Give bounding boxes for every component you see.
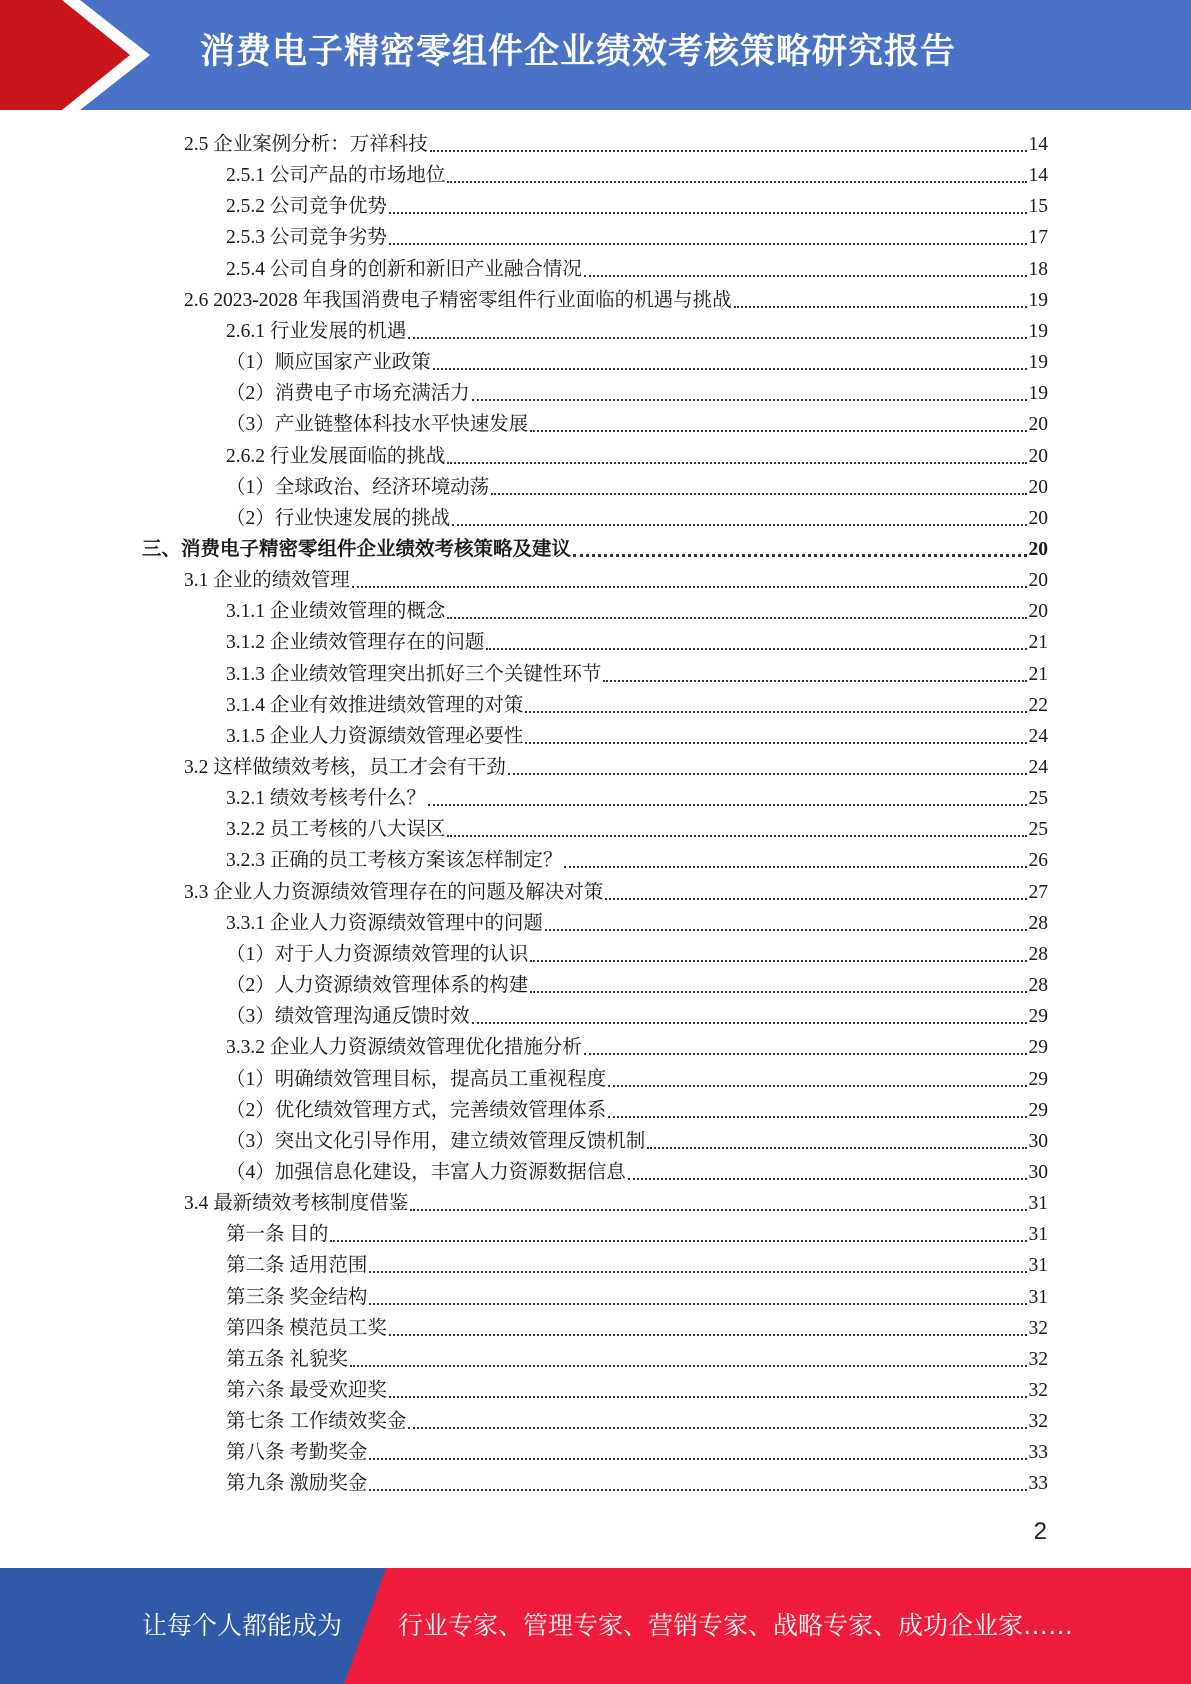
- toc-dot-leader: [350, 1365, 1027, 1367]
- toc-entry-page: 33: [1028, 1473, 1048, 1495]
- toc-entry-title: （1）顺应国家产业政策: [226, 352, 431, 374]
- header-red-arrow: [0, 0, 150, 110]
- toc-entry-page: 20: [1028, 445, 1048, 467]
- toc-dot-leader: [410, 1209, 1026, 1211]
- toc-entry-page: 31: [1028, 1286, 1048, 1308]
- toc-entry-title: 第五条 礼貌奖: [226, 1348, 348, 1370]
- toc-entry[interactable]: [184, 127, 1048, 158]
- page-header: [0, 0, 1191, 110]
- toc-entry-page: 14: [1028, 134, 1048, 155]
- footer-slogan-right: 行业专家、管理专家、营销专家、战略专家、成功企业家……: [398, 1611, 1074, 1640]
- toc-entry-title: 3.1.2 企业绩效管理存在的问题: [226, 632, 485, 654]
- toc-entry[interactable]: [226, 906, 1048, 937]
- toc-entry-page: 17: [1028, 227, 1048, 249]
- toc-entry-page: 20: [1028, 601, 1048, 623]
- toc-entry-page: 31: [1028, 1255, 1048, 1277]
- toc-entry[interactable]: [184, 563, 1048, 594]
- toc-entry-page: 29: [1028, 1099, 1048, 1121]
- page-footer: [0, 1568, 1191, 1684]
- toc-entry-title: 3.4 最新绩效考核制度借鉴: [184, 1193, 409, 1215]
- toc-entry-page: 29: [1028, 1006, 1048, 1028]
- toc-entry[interactable]: [226, 1062, 1048, 1093]
- toc-entry-title: 第四条 模范员工奖: [226, 1317, 387, 1339]
- toc-dot-leader: [389, 1334, 1027, 1336]
- toc-entry-title: 3.3 企业人力资源绩效管理存在的问题及解决对策: [184, 881, 604, 903]
- toc-entry[interactable]: [226, 345, 1048, 376]
- toc-entry-title: （1）全球政治、经济环境动荡: [226, 476, 490, 498]
- toc-entry-page: 18: [1028, 258, 1048, 280]
- toc-entry-page: 24: [1028, 757, 1048, 778]
- toc-dot-leader: [628, 1178, 1027, 1180]
- toc-dot-leader: [447, 181, 1026, 183]
- toc-entry-page: 31: [1028, 1224, 1048, 1246]
- toc-entry-page: 32: [1028, 1348, 1048, 1370]
- toc-entry-page: 21: [1028, 632, 1048, 654]
- toc-dot-leader: [525, 742, 1026, 744]
- toc-entry[interactable]: [226, 376, 1048, 407]
- toc-entry-title: 3.2.2 员工考核的八大误区: [226, 819, 446, 841]
- toc-entry-title: 2.5.3 公司竞争劣势: [226, 227, 387, 249]
- toc-entry-page: 21: [1028, 663, 1048, 685]
- toc-dot-leader: [369, 1489, 1026, 1491]
- toc-dot-leader: [352, 586, 1027, 588]
- toc-entry-title: 3.2 这样做绩效考核，员工才会有干劲: [184, 757, 506, 778]
- toc-entry-title: 2.5.4 公司自身的创新和新旧产业融合情况: [226, 258, 582, 280]
- toc-entry-page: 30: [1028, 1161, 1048, 1183]
- toc-entry-page: 28: [1028, 912, 1048, 934]
- toc-entry-page: 19: [1028, 352, 1048, 374]
- toc-entry-page: 19: [1028, 383, 1048, 405]
- toc-entry[interactable]: [226, 158, 1048, 189]
- toc-entry[interactable]: [226, 1342, 1048, 1373]
- toc-dot-leader: [530, 991, 1026, 993]
- toc-dot-leader: [486, 648, 1026, 650]
- toc-dot-leader: [545, 929, 1027, 931]
- toc-entry[interactable]: [184, 283, 1048, 314]
- toc-entry-page: 19: [1028, 320, 1048, 342]
- toc-entry-title: （1）对于人力资源绩效管理的认识: [226, 943, 529, 965]
- toc-entry-page: 27: [1028, 881, 1048, 903]
- toc-entry-title: （2）优化绩效管理方式，完善绩效管理体系: [226, 1099, 607, 1121]
- toc-dot-leader: [525, 711, 1026, 713]
- toc-dot-leader: [608, 1085, 1026, 1087]
- toc-entry-title: 第三条 奖金结构: [226, 1286, 368, 1308]
- toc-entry-title: （3）产业链整体科技水平快速发展: [226, 414, 529, 436]
- toc-dot-leader: [530, 960, 1026, 962]
- toc-entry[interactable]: [226, 1155, 1048, 1186]
- toc-dot-leader: [491, 493, 1026, 495]
- toc-entry-page: 25: [1028, 788, 1048, 810]
- toc-entry[interactable]: [226, 937, 1048, 968]
- toc-dot-leader: [530, 430, 1026, 432]
- toc-dot-leader: [564, 866, 1026, 868]
- toc-entry-page: 24: [1028, 725, 1048, 747]
- toc-dot-leader: [369, 1271, 1026, 1273]
- toc-entry[interactable]: [142, 532, 1048, 563]
- toc-entry-title: 第九条 激励奖金: [226, 1473, 368, 1495]
- toc-dot-leader: [408, 337, 1026, 339]
- toc-entry-title: （3）绩效管理沟通反馈时效: [226, 1006, 470, 1028]
- toc-entry-title: （4）加强信息化建设，丰富人力资源数据信息: [226, 1161, 626, 1183]
- toc-dot-leader: [647, 1147, 1026, 1149]
- toc-entry-title: 2.5 企业案例分析：万祥科技: [184, 134, 428, 155]
- toc-entry-page: 20: [1028, 570, 1048, 592]
- toc-dot-leader: [584, 1053, 1027, 1055]
- toc-entry[interactable]: [226, 1030, 1048, 1061]
- toc-entry-page: 28: [1028, 943, 1048, 965]
- toc-entry[interactable]: [226, 657, 1048, 688]
- toc-entry-title: 2.5.1 公司产品的市场地位: [226, 165, 446, 187]
- page-number: 2: [1033, 1518, 1047, 1545]
- toc-entry[interactable]: [226, 470, 1048, 501]
- toc-entry-title: 3.2.1 绩效考核考什么？: [226, 788, 426, 810]
- toc-entry-title: 3.3.2 企业人力资源绩效管理优化措施分析: [226, 1037, 582, 1059]
- toc-entry-page: 29: [1028, 1068, 1048, 1090]
- toc-entry-title: 2.6.1 行业发展的机遇: [226, 320, 407, 342]
- toc-entry-page: 33: [1028, 1442, 1048, 1464]
- toc-entry-page: 20: [1028, 414, 1048, 436]
- footer-slogan-left: 让每个人都能成为: [142, 1611, 343, 1640]
- toc-dot-leader: [369, 1458, 1026, 1460]
- toc-entry-page: 22: [1028, 694, 1048, 716]
- toc-entry[interactable]: [226, 1404, 1048, 1435]
- toc-entry-title: 3.3.1 企业人力资源绩效管理中的问题: [226, 912, 543, 934]
- toc-entry-title: 3.1.5 企业人力资源绩效管理必要性: [226, 725, 524, 747]
- toc-entry-page: 32: [1028, 1380, 1048, 1401]
- toc-dot-leader: [605, 898, 1026, 900]
- toc-dot-leader: [330, 1240, 1026, 1242]
- toc-dot-leader: [573, 554, 1026, 557]
- toc-dot-leader: [433, 368, 1027, 370]
- toc-dot-leader: [408, 1427, 1026, 1429]
- toc-dot-leader: [447, 617, 1026, 619]
- toc-entry[interactable]: [226, 1435, 1048, 1466]
- toc-entry-title: 2.5.2 公司竞争优势: [226, 196, 387, 218]
- toc-entry-title: 2.6 2023-2028 年我国消费电子精密零组件行业面临的机遇与挑战: [184, 289, 732, 311]
- toc-dot-leader: [447, 835, 1026, 837]
- toc-entry-page: 20: [1028, 507, 1048, 529]
- toc-entry[interactable]: [226, 189, 1048, 220]
- toc-dot-leader: [508, 773, 1027, 775]
- toc-dot-leader: [389, 1396, 1027, 1398]
- toc-entry-title: （2）消费电子市场充满活力: [226, 383, 470, 405]
- toc-entry-page: 32: [1028, 1317, 1048, 1339]
- toc-entry[interactable]: [226, 501, 1048, 532]
- toc-dot-leader: [430, 150, 1027, 152]
- toc-entry[interactable]: [184, 875, 1048, 906]
- toc-entry-title: 第六条 最受欢迎奖: [226, 1380, 387, 1401]
- toc-entry-title: （1）明确绩效管理目标，提高员工重视程度: [226, 1068, 607, 1090]
- toc-entry-title: 第八条 考勤奖金: [226, 1442, 368, 1464]
- toc-entry-title: （2）行业快速发展的挑战: [226, 507, 451, 529]
- toc-dot-leader: [452, 524, 1026, 526]
- toc-dot-leader: [472, 1022, 1027, 1024]
- toc-entry-page: 14: [1028, 165, 1048, 187]
- toc-entry[interactable]: [226, 688, 1048, 719]
- toc-entry-page: 20: [1028, 538, 1048, 560]
- toc-entry-title: 第二条 适用范围: [226, 1255, 368, 1277]
- toc-entry-page: 25: [1028, 819, 1048, 841]
- toc-entry[interactable]: [226, 781, 1048, 812]
- report-title: 消费电子精密零组件企业绩效考核策略研究报告: [200, 32, 957, 72]
- toc-entry[interactable]: [226, 220, 1048, 251]
- toc-dot-leader: [447, 462, 1026, 464]
- toc-entry[interactable]: [226, 812, 1048, 843]
- toc-entry[interactable]: [226, 1124, 1048, 1155]
- toc-entry-title: （2）人力资源绩效管理体系的构建: [226, 975, 529, 997]
- toc-entry-title: 第七条 工作绩效奖金: [226, 1411, 407, 1433]
- toc-entry-page: 30: [1028, 1130, 1048, 1152]
- toc-entry-title: 3.1 企业的绩效管理: [184, 570, 350, 592]
- toc-dot-leader: [608, 1116, 1026, 1118]
- toc-entry-page: 15: [1028, 196, 1048, 218]
- toc-entry-page: 32: [1028, 1411, 1048, 1433]
- toc-dot-leader: [369, 1303, 1026, 1305]
- toc-entry-title: 3.2.3 正确的员工考核方案该怎样制定？: [226, 850, 563, 872]
- toc-entry[interactable]: [184, 750, 1048, 781]
- toc-entry-page: 28: [1028, 975, 1048, 997]
- toc-entry-page: 29: [1028, 1037, 1048, 1059]
- toc-entry[interactable]: [184, 1186, 1048, 1217]
- toc-dot-leader: [603, 680, 1026, 682]
- toc-entry-title: 3.1.4 企业有效推进绩效管理的对策: [226, 694, 524, 716]
- toc-entry-title: 3.1.1 企业绩效管理的概念: [226, 601, 446, 623]
- toc-entry-page: 19: [1028, 289, 1048, 311]
- toc-entry[interactable]: [226, 439, 1048, 470]
- toc-entry[interactable]: [226, 1373, 1048, 1404]
- toc-entry[interactable]: [226, 1466, 1048, 1497]
- toc-entry[interactable]: [226, 1217, 1048, 1248]
- toc-entry-page: 31: [1028, 1193, 1048, 1215]
- toc-entry-page: 20: [1028, 476, 1048, 498]
- toc-dot-leader: [428, 804, 1027, 806]
- toc-entry[interactable]: [226, 407, 1048, 438]
- toc-entry-title: 2.6.2 行业发展面临的挑战: [226, 445, 446, 467]
- toc-entry[interactable]: [226, 999, 1048, 1030]
- toc-entry-page: 26: [1028, 850, 1048, 872]
- toc-entry[interactable]: [226, 594, 1048, 625]
- toc-entry[interactable]: [226, 252, 1048, 283]
- toc-entry-title: 3.1.3 企业绩效管理突出抓好三个关键性环节: [226, 663, 602, 685]
- toc-entry-title: （3）突出文化引导作用，建立绩效管理反馈机制: [226, 1130, 646, 1152]
- toc-entry-title: 三、消费电子精密零组件企业绩效考核策略及建议: [142, 538, 572, 560]
- toc-entry[interactable]: [226, 625, 1048, 656]
- toc-entry[interactable]: [226, 1093, 1048, 1124]
- toc-entry[interactable]: [226, 968, 1048, 999]
- toc-entry[interactable]: [226, 843, 1048, 874]
- toc-dot-leader: [734, 306, 1027, 308]
- toc-entry[interactable]: [226, 1311, 1048, 1342]
- toc-dot-leader: [389, 212, 1027, 214]
- toc-entry[interactable]: [226, 1248, 1048, 1279]
- toc-dot-leader: [389, 243, 1027, 245]
- toc-entry[interactable]: [226, 1280, 1048, 1311]
- toc-entry[interactable]: [226, 314, 1048, 345]
- toc-entry[interactable]: [226, 719, 1048, 750]
- toc-dot-leader: [472, 399, 1027, 401]
- toc-dot-leader: [584, 275, 1027, 277]
- toc-entry-title: 第一条 目的: [226, 1224, 329, 1246]
